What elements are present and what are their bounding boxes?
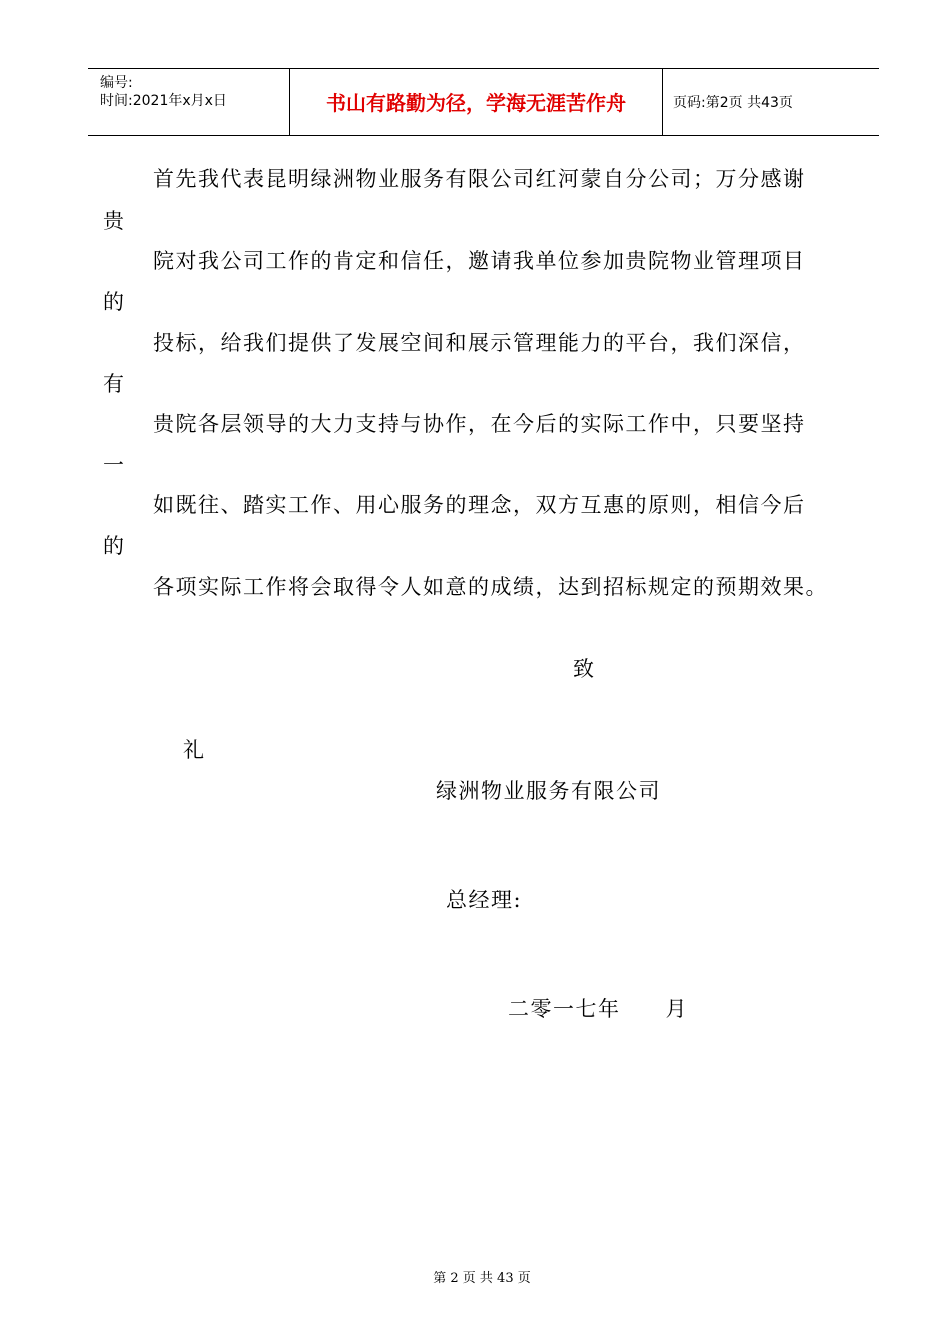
closing-li: 礼 [183,738,206,762]
manager-label: 总经理: [446,888,523,912]
body-line-wrap: 的 [103,534,126,558]
body-line-wrap: 贵 [103,209,126,233]
header-meta-cell [88,69,290,135]
body-line: 各项实际工作将会取得令人如意的成绩，达到招标规定的预期效果。 [153,575,828,599]
company-signature: 绿洲物业服务有限公司 [436,779,661,803]
header-page-info: 页码:第2页 共43页 [673,95,793,111]
body-line-wrap: 有 [103,372,126,396]
body-line: 首先我代表昆明绿洲物业服务有限公司红河蒙自分公司；万分感谢 [153,167,806,191]
body-line-wrap: 一 [103,453,126,477]
body-line: 如既往、踏实工作、用心服务的理念，双方互惠的原则，相信今后 [153,493,806,517]
closing-zhi: 致 [573,657,596,681]
header-motto-cell [290,69,663,135]
body-line: 院对我公司工作的肯定和信任，邀请我单位参加贵院物业管理项目 [153,249,806,273]
page-header [88,68,879,136]
page-footer: 第 2 页 共 43 页 [433,1271,531,1286]
body-line-wrap: 的 [103,290,126,314]
body-line: 贵院各层领导的大力支持与协作，在今后的实际工作中，只要坚持 [153,412,806,436]
body-line: 投标，给我们提供了发展空间和展示管理能力的平台，我们深信， [153,331,806,355]
time-label: 时间:2021年x月x日 [100,93,227,109]
letter-date: 二零一七年 月 [508,997,688,1021]
header-page-cell [663,69,879,135]
serial-label: 编号: [100,75,133,91]
header-motto: 书山有路勤为径，学海无涯苦作舟 [326,91,626,115]
